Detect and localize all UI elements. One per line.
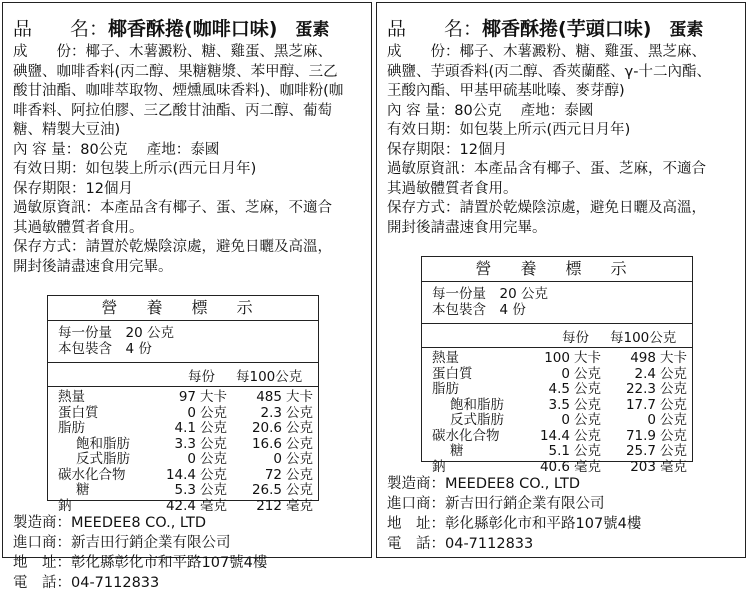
unit-per-serving: 公克 [200,404,227,421]
nutrient-rows [48,390,318,514]
ingredients-line: 碘鹽、芋頭香料(丙二醇、香莢蘭醛、γ-十二內酯、 [387,63,711,80]
unit-per-100g: 公克 [286,482,313,498]
unit-per-serving: 公克 [200,466,227,483]
nutrient-row [422,444,692,460]
nutrient-label: 鈉 [58,497,72,514]
unit-per-100g: 公克 [286,420,313,436]
company-info [387,474,641,554]
nutrient-label: 鈉 [432,458,446,475]
nutrient-label: 脂肪 [432,381,459,397]
product-name-line [387,17,739,42]
value-per-serving: 5.1 [548,443,570,459]
divider [422,323,692,324]
unit-per-serving: 大卡 [200,389,227,405]
label-panel-taro [376,2,746,558]
unit-per-100g: 大卡 [660,350,687,366]
nutrient-row [48,499,318,515]
divider [422,281,692,282]
value-per-serving: 4.5 [548,381,570,397]
unit-per-100g: 公克 [286,404,313,421]
unit-per-serving: 毫克 [574,458,601,475]
company-info-line: 電 話：04-7112833 [13,575,160,591]
nutrient-label: 蛋白質 [432,365,473,382]
unit-per-100g: 公克 [660,427,687,444]
nutrient-row [48,452,318,468]
company-info-line: 製造商：MEEDEE8 CO., LTD [387,476,581,492]
unit-per-100g: 公克 [660,396,687,413]
nutrient-row [48,468,318,484]
nutrient-label: 脂肪 [58,420,85,436]
unit-per-serving: 公克 [574,412,601,428]
unit-per-serving: 公克 [200,482,227,498]
info-line: 保存方式：請置於乾燥陰涼處，避免日曬及高溫， [387,200,706,216]
value-per-serving: 42.4 [165,497,196,514]
nutrient-row [48,483,318,499]
name-label: 品 名： [13,18,109,40]
name-label: 品 名： [387,18,483,40]
info-line: 保存期限：12個月 [13,180,133,197]
unit-per-100g: 公克 [286,435,313,452]
nutrient-row [422,367,692,383]
unit-per-100g: 公克 [286,451,313,467]
nutrient-rows [422,351,692,475]
nutrient-row [422,413,692,429]
nutrient-row [48,437,318,453]
serving-size: 每一份量 20 公克 [58,325,174,341]
nutrient-label: 飽和脂肪 [76,435,130,452]
nutrient-label: 碳水化合物 [432,427,500,444]
unit-per-serving: 公克 [574,427,601,444]
unit-per-100g: 毫克 [286,497,313,514]
nutrition-title: 營 養 標 示 [101,298,265,317]
info-line: 保存期限：12個月 [387,141,507,158]
ingredients-line: 啡香料、阿拉伯膠、三乙酸甘油酯、丙二醇、葡萄 [13,102,332,119]
value-per-serving: 40.6 [539,458,570,475]
ingredients-line: 成 份：椰子、木薯澱粉、糖、雞蛋、黑芝麻、 [13,44,332,60]
column-header-per-serving: 每份 [188,369,215,385]
info-line: 有效日期：如包裝上所示(西元日月年) [13,161,257,177]
unit-per-100g: 毫克 [660,458,687,475]
nutrition-title: 營 養 標 示 [475,259,639,278]
product-name: 椰香酥捲(咖啡口味) [108,18,278,40]
unit-per-100g: 公克 [286,466,313,483]
value-per-100g: 212 [256,497,282,514]
serving-size: 每一份量 20 公克 [432,286,548,302]
divider [48,386,318,387]
value-per-100g: 20.6 [251,420,282,436]
product-name: 椰香酥捲(芋頭口味) [482,18,652,40]
nutrient-label: 糖 [450,443,464,459]
nutrient-row [48,390,318,406]
unit-per-serving: 公克 [574,443,601,459]
value-per-serving: 97 [178,389,196,405]
unit-per-100g: 公克 [660,381,687,397]
ingredients-line: 成 份：椰子、木薯澱粉、糖、雞蛋、黑芝麻、 [387,44,706,60]
unit-per-serving: 公克 [200,451,227,467]
nutrient-label: 反式脂肪 [450,412,504,428]
nutrient-label: 蛋白質 [58,404,99,421]
unit-per-serving: 公克 [574,381,601,397]
info-line: 其過敏體質者食用。 [387,180,518,197]
divider [422,347,692,348]
info-line: 開封後請盡速食用完畢。 [387,219,547,236]
unit-per-100g: 公克 [660,443,687,459]
ingredients-line: 糖、精製大豆油) [13,122,121,138]
value-per-100g: 0 [647,412,656,428]
value-per-100g: 25.7 [625,443,656,459]
company-info-line: 地 址：彰化縣彰化市和平路107號4樓 [13,555,268,571]
product-name-line [13,17,365,42]
info-line: 開封後請盡速食用完畢。 [13,258,173,275]
nutrient-label: 反式脂肪 [76,451,130,467]
nutrient-row [422,398,692,414]
info-line: 過敏原資訊：本產品含有椰子、蛋、芝麻，不適合 [13,200,332,216]
vegetarian-badge: 蛋素 [669,20,704,40]
nutrition-facts-table [47,295,319,514]
unit-per-100g: 公克 [660,365,687,382]
value-per-100g: 71.9 [625,427,656,444]
value-per-serving: 0 [561,365,570,382]
unit-per-serving: 公克 [574,365,601,382]
company-info-line: 進口商：新吉田行銷企業有限公司 [13,535,231,551]
servings-per-package: 本包裝含 4 份 [58,341,152,357]
info-line: 有效日期：如包裝上所示(西元日月年) [387,122,631,138]
unit-per-100g: 大卡 [286,389,313,405]
servings-per-package: 本包裝含 4 份 [432,302,526,318]
value-per-serving: 4.1 [174,420,196,436]
nutrient-label: 碳水化合物 [58,466,126,483]
nutrient-row [48,406,318,422]
value-per-100g: 485 [256,389,282,405]
company-info-line: 地 址：彰化縣彰化市和平路107號4樓 [387,516,642,532]
company-info-line: 進口商：新吉田行銷企業有限公司 [387,496,605,512]
label-panel-coffee [2,2,372,591]
divider [48,320,318,321]
value-per-100g: 203 [630,458,656,475]
value-per-serving: 3.5 [548,396,570,413]
value-per-100g: 17.7 [625,396,656,413]
nutrient-row [422,382,692,398]
value-per-100g: 16.6 [251,435,282,452]
unit-per-serving: 大卡 [574,350,601,366]
divider [48,362,318,363]
nutrient-row [48,421,318,437]
column-header-per-100g: 每100公克 [610,330,677,346]
value-per-serving: 3.3 [174,435,196,452]
ingredients-line: 王酸內酯、甲基甲硫基吡嗪、麥芽醇) [387,83,625,99]
info-line: 內 容 量：80公克 產地：泰國 [13,141,220,158]
info-line: 其過敏體質者食用。 [13,219,144,236]
info-line: 過敏原資訊：本產品含有椰子、蛋、芝麻，不適合 [387,161,706,177]
column-header-per-100g: 每100公克 [236,369,303,385]
value-per-serving: 0 [187,451,196,467]
unit-per-100g: 公克 [660,412,687,428]
column-header-per-serving: 每份 [562,330,589,346]
value-per-100g: 26.5 [251,482,282,498]
nutrient-row [422,460,692,476]
unit-per-serving: 公克 [200,420,227,436]
unit-per-serving: 公克 [200,435,227,452]
value-per-serving: 100 [544,350,570,366]
value-per-serving: 0 [187,404,196,421]
serving-info [432,286,548,318]
unit-per-serving: 公克 [574,396,601,413]
value-per-100g: 2.4 [634,365,656,382]
nutrition-facts-table [421,256,693,475]
value-per-serving: 5.3 [174,482,196,498]
ingredients-and-info [13,43,365,277]
nutrient-row [422,429,692,445]
unit-per-serving: 毫克 [200,497,227,514]
company-info [13,513,267,593]
nutrient-label: 熱量 [58,389,85,405]
ingredients-line: 酸甘油酯、咖啡萃取物、煙燻風味香料)、咖啡粉(咖 [13,83,344,99]
value-per-100g: 2.3 [260,404,282,421]
company-info-line: 電 話：04-7112833 [387,536,534,552]
ingredients-and-info [387,43,739,238]
value-per-100g: 72 [264,466,282,483]
value-per-serving: 0 [561,412,570,428]
company-info-line: 製造商：MEEDEE8 CO., LTD [13,515,207,531]
ingredients-line: 碘鹽、咖啡香料(丙二醇、果糖糖漿、苯甲醇、三乙 [13,63,338,80]
value-per-100g: 498 [630,350,656,366]
nutrient-label: 糖 [76,482,90,498]
info-line: 內 容 量：80公克 產地：泰國 [387,102,594,119]
info-line: 保存方式：請置於乾燥陰涼處，避免日曬及高溫， [13,239,332,255]
nutrient-label: 熱量 [432,350,459,366]
vegetarian-badge: 蛋素 [295,20,330,40]
nutrient-row [422,351,692,367]
value-per-serving: 14.4 [165,466,196,483]
value-per-serving: 14.4 [539,427,570,444]
nutrient-label: 飽和脂肪 [450,396,504,413]
value-per-100g: 22.3 [625,381,656,397]
serving-info [58,325,174,357]
value-per-100g: 0 [273,451,282,467]
